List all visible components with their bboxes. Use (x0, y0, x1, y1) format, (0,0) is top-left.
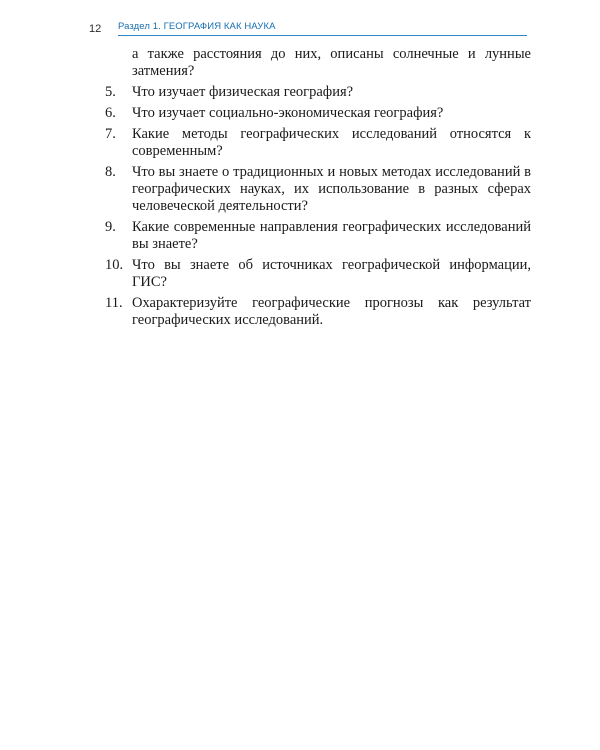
question-number: 8. (105, 164, 116, 180)
question-text: Что изучает физическая география? (132, 84, 354, 100)
question-continuation-text: а также расстояния до них, описаны солнечные и лунные затмения? (132, 46, 531, 79)
question-item-11 (105, 295, 531, 329)
question-number: 7. (105, 126, 116, 142)
question-number: 11. (105, 295, 123, 311)
page-number: 12 (89, 23, 102, 35)
question-item-6 (105, 105, 531, 122)
question-item-7 (105, 126, 531, 160)
question-item-10 (105, 257, 531, 291)
question-number: 5. (105, 84, 116, 100)
question-number: 10. (105, 257, 124, 273)
running-header-section-title: Раздел 1. ГЕОГРАФИЯ КАК НАУКА (118, 21, 276, 32)
header-divider (118, 35, 527, 36)
question-text: Охарактеризуйте географические прогнозы как результат географических исследований. (132, 295, 531, 328)
question-item-8 (105, 164, 531, 215)
question-number: 9. (105, 219, 116, 235)
question-number: 6. (105, 105, 116, 121)
question-text: Какие методы географических исследований относятся к современным? (132, 126, 531, 159)
question-text: Что изучает социально-экономическая география? (132, 105, 444, 121)
question-text: Что вы знаете о традиционных и новых методах исследований в географических науках, их использование в разных сферах человеческой деятельности? (132, 164, 531, 214)
question-text: Что вы знаете об источниках географической информации, ГИС? (132, 257, 531, 290)
question-text: Какие современные направления географических исследований вы знаете? (132, 219, 531, 252)
questions-block (105, 46, 531, 333)
question-item-9 (105, 219, 531, 253)
question-item-5 (105, 84, 531, 101)
